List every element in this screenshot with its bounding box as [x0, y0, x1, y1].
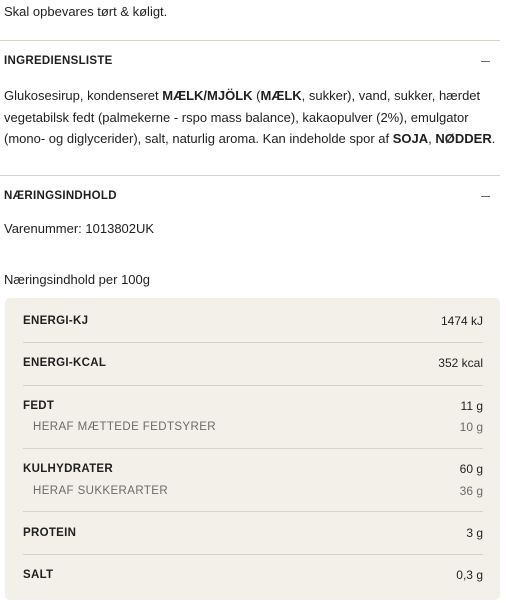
nutrition-table	[5, 298, 500, 600]
allergen: SOJA	[392, 131, 429, 146]
nutrition-row-sugars	[33, 484, 483, 498]
storage-instructions: Skal opbevares tørt & køligt.	[4, 4, 168, 19]
nutrition-row-salt	[23, 568, 483, 582]
nutrient-label: PROTEIN	[23, 527, 77, 539]
minus-icon[interactable]	[481, 61, 490, 62]
nutrition-row-saturated-fat	[33, 420, 483, 434]
nutrient-value: 10 g	[459, 420, 483, 434]
nutrient-value: 0,3 g	[456, 568, 483, 582]
nutrient-label: ENERGI-KCAL	[23, 357, 107, 369]
divider	[0, 175, 500, 176]
nutrient-label: FEDT	[23, 400, 55, 412]
nutrient-value: 36 g	[459, 484, 483, 498]
ingredients-title: INGREDIENSLISTE	[4, 55, 113, 67]
ingredient-part: (	[252, 88, 261, 103]
nutrient-label: HERAF SUKKERARTER	[33, 485, 169, 497]
nutrient-label: SALT	[23, 569, 54, 581]
nutrition-row-protein	[23, 526, 483, 540]
nutrient-label: ENERGI-KJ	[23, 315, 89, 327]
minus-icon[interactable]	[481, 196, 490, 197]
nutrient-value: 11 g	[460, 399, 483, 413]
ingredients-accordion-header[interactable]	[4, 55, 490, 67]
divider	[0, 40, 500, 41]
row-divider	[23, 342, 483, 343]
ingredient-part: ,	[428, 131, 436, 146]
nutrition-row-energy-kj	[23, 314, 483, 328]
row-divider	[23, 385, 483, 386]
row-divider	[23, 448, 483, 449]
item-number: Varenummer: 1013802UK	[4, 221, 155, 236]
allergen: MÆLK	[260, 88, 302, 103]
nutrient-label: HERAF MÆTTEDE FEDTSYRER	[33, 421, 216, 433]
allergen: MÆLK/MJÖLK	[162, 88, 253, 103]
nutrition-row-fat	[23, 399, 483, 413]
nutrition-row-carbohydrates	[23, 462, 483, 476]
nutrition-per-label: Næringsindhold per 100g	[4, 272, 150, 287]
nutrient-value: 352 kcal	[438, 356, 483, 370]
ingredient-part: .	[491, 131, 496, 146]
nutrition-title: NÆRINGSINDHOLD	[4, 190, 117, 202]
row-divider	[23, 511, 483, 512]
row-divider	[23, 554, 483, 555]
nutrient-value: 3 g	[466, 526, 483, 540]
nutrient-label: KULHYDRATER	[23, 463, 113, 475]
nutrition-accordion-header[interactable]	[4, 190, 490, 202]
ingredients-text	[4, 85, 496, 150]
nutrition-row-energy-kcal	[23, 356, 483, 370]
ingredient-part: , sukker), vand, sukker, hærdet vegetabilsk fedt (palmekerne - rspo mass balance), kakaopulver (2%), emulgator (mono- og diglycerider), salt, naturlig aroma. Kan indeholde spor af	[4, 88, 481, 146]
ingredient-part: Glukosesirup, kondenseret	[4, 88, 163, 103]
nutrient-value: 1474 kJ	[440, 314, 483, 328]
nutrient-value: 60 g	[459, 462, 483, 476]
allergen: NØDDER	[435, 131, 492, 146]
